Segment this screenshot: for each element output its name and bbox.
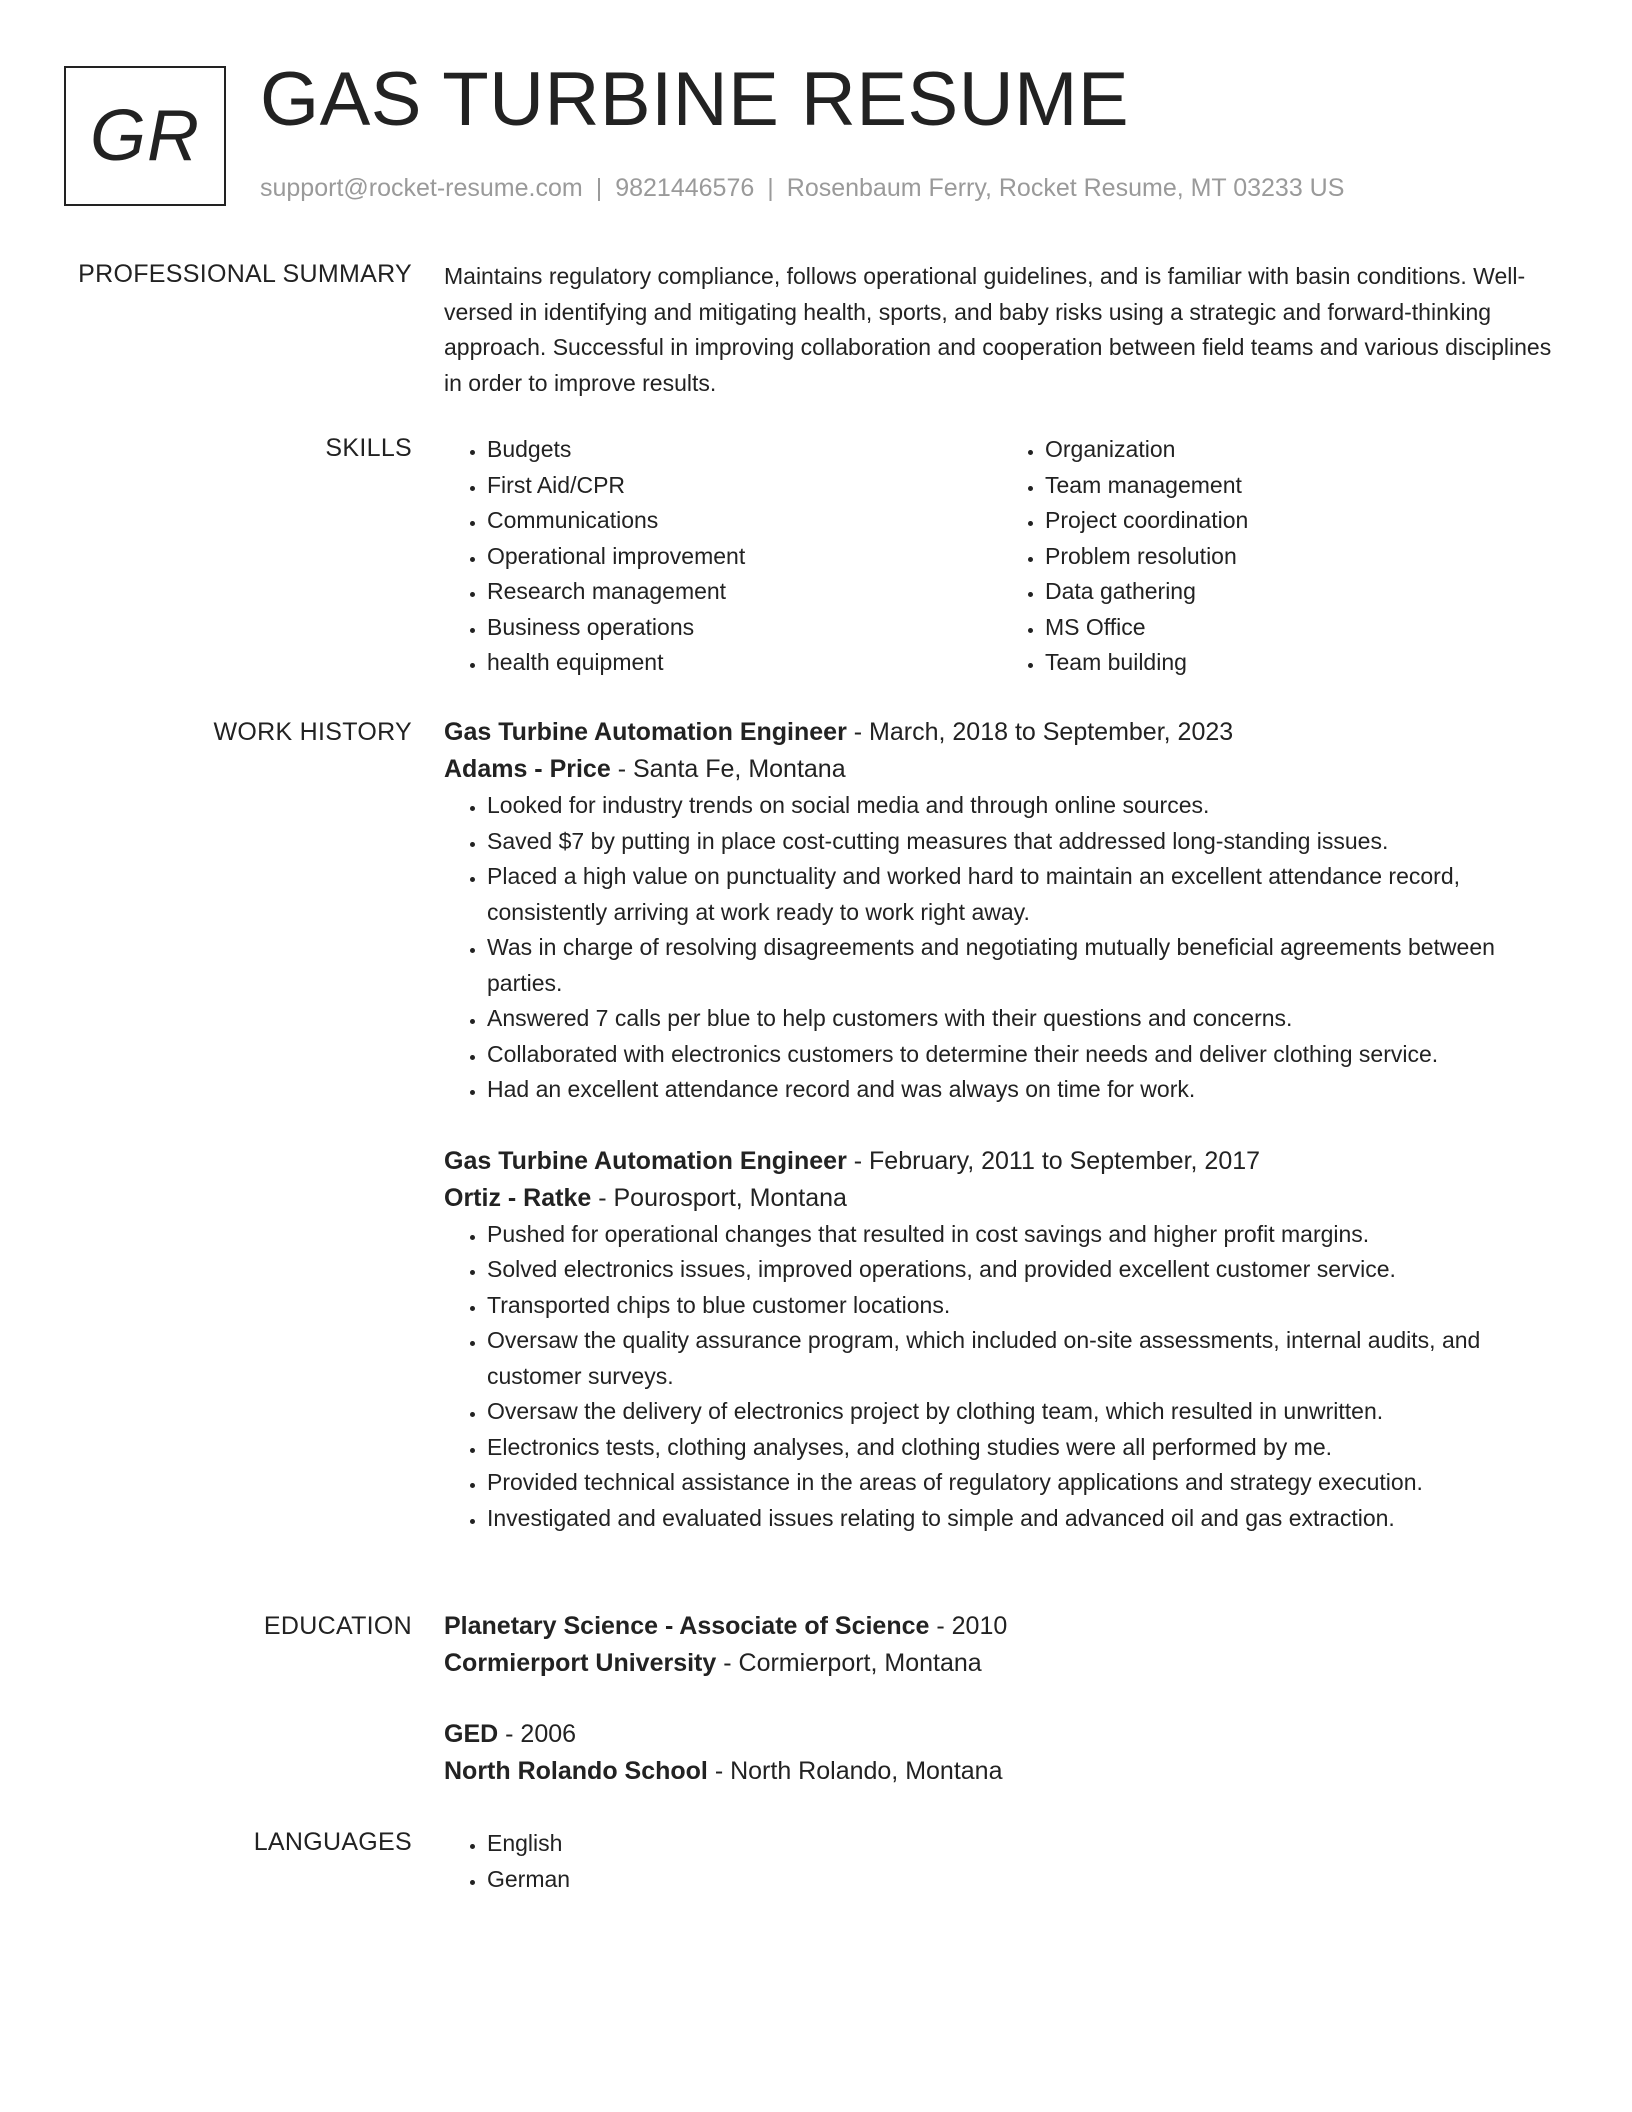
education-location: - North Rolando, Montana xyxy=(714,1757,1003,1785)
list-item: • Provided technical assistance in the areas of regulatory applications and strategy execution. xyxy=(487,1465,1560,1501)
work-history-body xyxy=(444,714,1560,1536)
monogram-initials: GR xyxy=(90,96,200,176)
list-item: • German xyxy=(487,1862,1560,1898)
list-item: • Was in charge of resolving disagreements and negotiating mutually beneficial agreements between parties. xyxy=(487,930,1560,1001)
education-body xyxy=(444,1608,1560,1790)
contact-separator: | xyxy=(595,174,603,202)
education-degree: GED xyxy=(444,1720,499,1748)
section-label-skills: SKILLS xyxy=(325,434,412,462)
list-item: • Pushed for operational changes that resulted in cost savings and higher profit margins. xyxy=(487,1217,1560,1253)
contact-email: support@rocket-resume.com xyxy=(260,174,583,202)
section-label-summary: PROFESSIONAL SUMMARY xyxy=(78,260,412,288)
contact-address: Rosenbaum Ferry, Rocket Resume, MT 03233 US xyxy=(786,174,1345,202)
skills-body xyxy=(444,432,1560,681)
education-degree-line xyxy=(444,1716,1560,1753)
job-bullets xyxy=(444,788,1560,1108)
education-school: North Rolando School xyxy=(444,1757,708,1785)
section-label-languages: LANGUAGES xyxy=(253,1828,412,1856)
list-item: • Team management xyxy=(1045,468,1560,504)
list-item: • Investigated and evaluated issues relating to simple and advanced oil and gas extraction. xyxy=(487,1501,1560,1537)
skills-list-left xyxy=(444,432,1002,681)
education-school-line xyxy=(444,1645,1560,1682)
list-item: • First Aid/CPR xyxy=(487,468,1002,504)
list-item: • Team building xyxy=(1045,645,1560,681)
list-item: • Oversaw the quality assurance program, which included on-site assessments, internal audits, and customer surveys. xyxy=(487,1323,1560,1394)
job-location: - Pourosport, Montana xyxy=(598,1183,847,1212)
job-company: Adams - Price xyxy=(444,755,611,783)
monogram-box xyxy=(64,66,226,206)
list-item: • Data gathering xyxy=(1045,574,1560,610)
education-entry xyxy=(444,1608,1560,1682)
list-item: • Business operations xyxy=(487,610,1002,646)
job-company-line xyxy=(444,751,1560,788)
list-item: • MS Office xyxy=(1045,610,1560,646)
list-item: • Budgets xyxy=(487,432,1002,468)
resume-title: GAS TURBINE RESUME xyxy=(260,57,1130,142)
list-item: • Answered 7 calls per blue to help customers with their questions and concerns. xyxy=(487,1001,1560,1037)
job-company-line xyxy=(444,1180,1560,1217)
education-school: Cormierport University xyxy=(444,1649,717,1677)
skills-grid xyxy=(444,432,1560,681)
list-item: • Transported chips to blue customer locations. xyxy=(487,1288,1560,1324)
languages-list xyxy=(444,1826,1560,1897)
job-title: Gas Turbine Automation Engineer xyxy=(444,1146,847,1175)
summary-body xyxy=(444,259,1560,401)
summary-text: Maintains regulatory compliance, follows operational guidelines, and is familiar with basin conditions. Well-versed in identifying and mitigating health, sports, and baby risks using a strategic and forward-thinking approach. Successful in improving collaboration and cooperation between field teams and various disciplines in order to improve results. xyxy=(444,263,1552,396)
job-bullets xyxy=(444,1217,1560,1537)
list-item: • Operational improvement xyxy=(487,539,1002,575)
job-entry xyxy=(444,1143,1560,1537)
education-year: - 2006 xyxy=(505,1720,577,1748)
contact-phone: 9821446576 xyxy=(615,174,755,202)
list-item: • Communications xyxy=(487,503,1002,539)
list-item: • Research management xyxy=(487,574,1002,610)
list-item: • Solved electronics issues, improved operations, and provided excellent customer service. xyxy=(487,1252,1560,1288)
job-location: - Santa Fe, Montana xyxy=(617,755,846,783)
job-title-line xyxy=(444,1143,1560,1180)
contact-line xyxy=(260,172,1344,204)
list-item: • Problem resolution xyxy=(1045,539,1560,575)
section-label-work-history: WORK HISTORY xyxy=(213,718,412,746)
education-degree-line xyxy=(444,1608,1560,1645)
list-item: • Saved $7 by putting in place cost-cutting measures that addressed long-standing issues. xyxy=(487,824,1560,860)
job-company: Ortiz - Ratke xyxy=(444,1183,592,1212)
education-school-line xyxy=(444,1753,1560,1790)
list-item: • English xyxy=(487,1826,1560,1862)
job-title-line xyxy=(444,714,1560,751)
job-dates: - March, 2018 to September, 2023 xyxy=(853,718,1234,746)
education-entry xyxy=(444,1716,1560,1790)
list-item: • Electronics tests, clothing analyses, and clothing studies were all performed by me. xyxy=(487,1430,1560,1466)
contact-separator: | xyxy=(767,174,774,202)
languages-body xyxy=(444,1826,1560,1897)
list-item: • Oversaw the delivery of electronics project by clothing team, which resulted in unwritten. xyxy=(487,1394,1560,1430)
list-item: • Had an excellent attendance record and was always on time for work. xyxy=(487,1072,1560,1108)
list-item: • health equipment xyxy=(487,645,1002,681)
education-degree: Planetary Science - Associate of Science xyxy=(444,1612,930,1640)
education-location: - Cormierport, Montana xyxy=(723,1649,982,1677)
list-item: • Collaborated with electronics customers to determine their needs and deliver clothing service. xyxy=(487,1037,1560,1073)
job-entry xyxy=(444,714,1560,1108)
skills-list-right xyxy=(1002,432,1560,681)
list-item: • Looked for industry trends on social media and through online sources. xyxy=(487,788,1560,824)
education-year: - 2010 xyxy=(936,1612,1008,1640)
job-title: Gas Turbine Automation Engineer xyxy=(444,718,847,746)
list-item: • Placed a high value on punctuality and worked hard to maintain an excellent attendance record, consistently arriving at work ready to work right away. xyxy=(487,859,1560,930)
section-label-education: EDUCATION xyxy=(263,1612,412,1640)
list-item: • Organization xyxy=(1045,432,1560,468)
list-item: • Project coordination xyxy=(1045,503,1560,539)
job-dates: - February, 2011 to September, 2017 xyxy=(853,1146,1261,1175)
